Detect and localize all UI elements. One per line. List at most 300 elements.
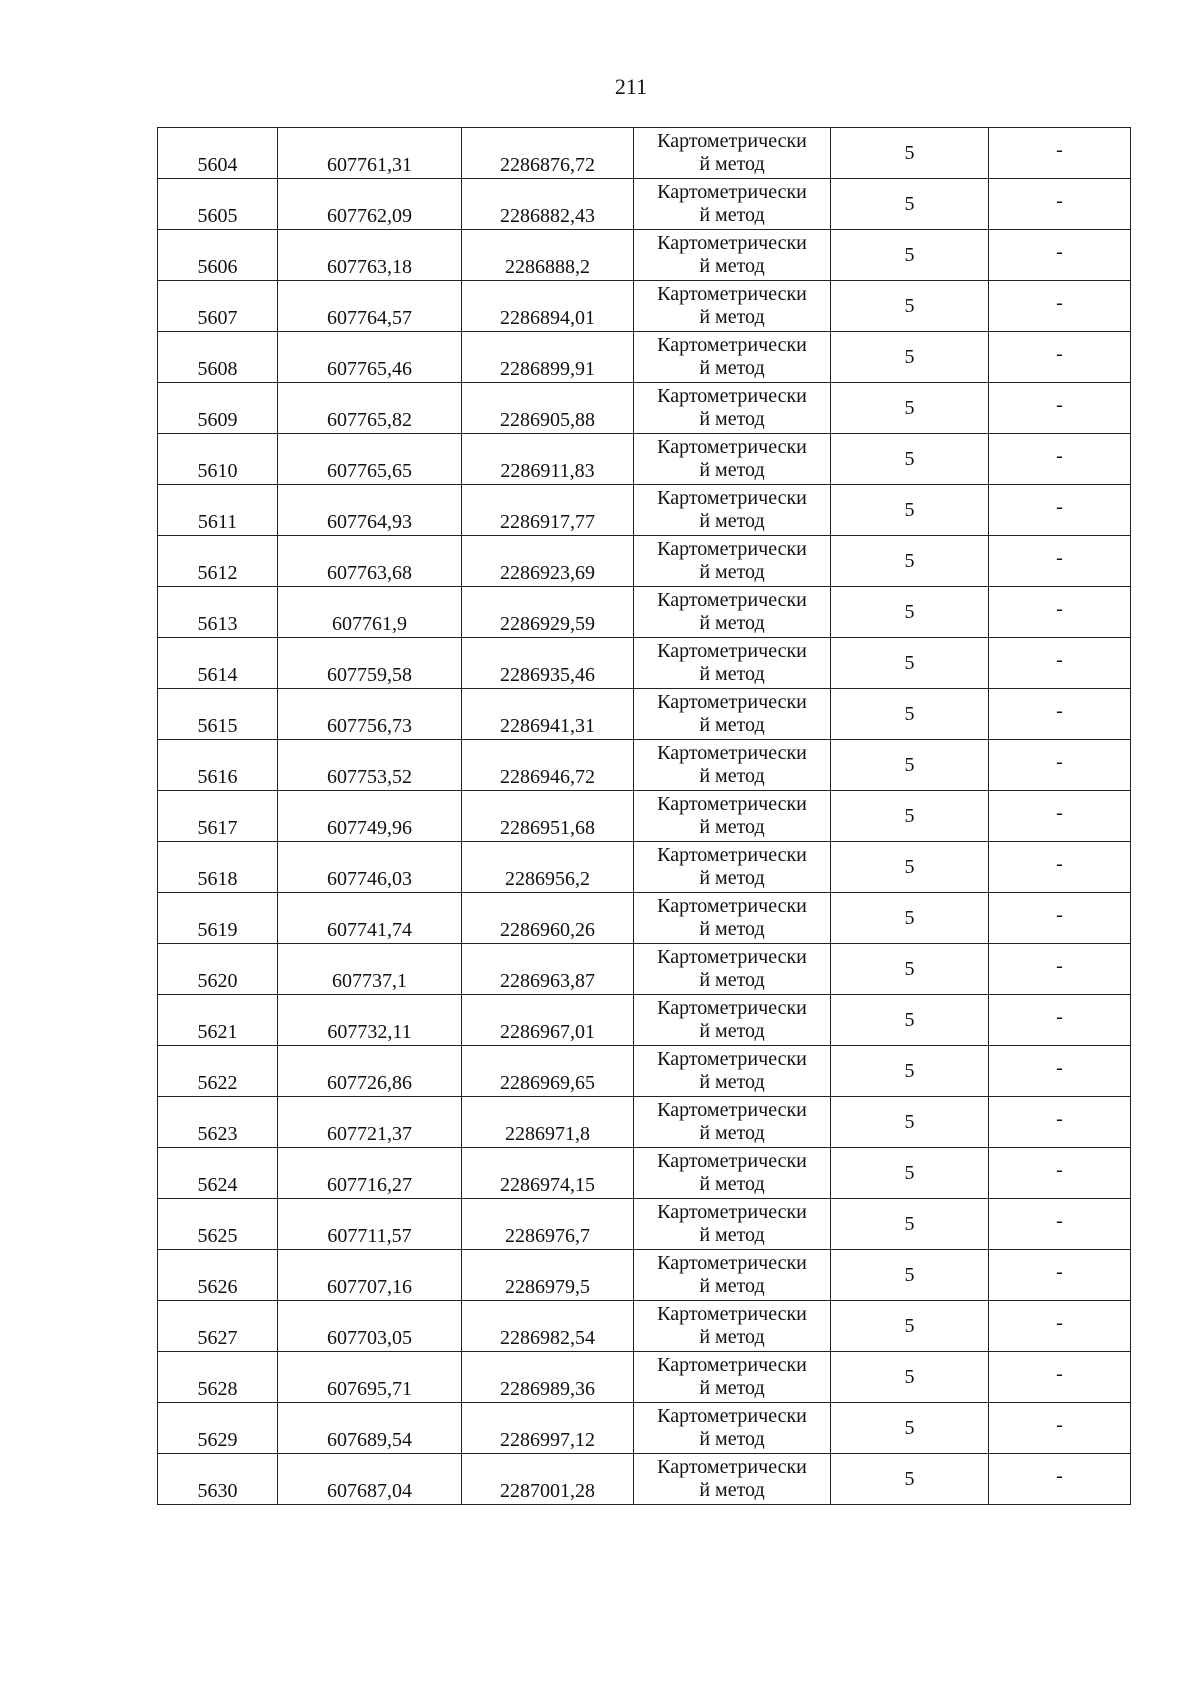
y-coordinate-cell (462, 1097, 634, 1148)
note-cell (989, 1403, 1131, 1454)
x-coordinate-cell-text: 607687,04 (327, 1480, 412, 1502)
y-coordinate-cell-text: 2286974,15 (500, 1174, 595, 1196)
method-cell-text: Картометрически й метод (657, 946, 807, 991)
y-coordinate-cell-text: 2286923,69 (500, 562, 595, 584)
x-coordinate-cell (278, 1301, 462, 1352)
accuracy-cell (831, 434, 989, 485)
point-number-cell-text: 5604 (197, 154, 238, 176)
accuracy-cell-text: 5 (904, 1467, 915, 1490)
table-row (158, 1046, 1131, 1097)
method-cell-text: Картометрически й метод (657, 538, 807, 583)
x-coordinate-cell-text: 607703,05 (327, 1327, 412, 1349)
accuracy-cell-text: 5 (904, 1212, 915, 1235)
method-cell (634, 791, 831, 842)
table-row (158, 995, 1131, 1046)
x-coordinate-cell-text: 607756,73 (327, 715, 412, 737)
x-coordinate-cell (278, 1352, 462, 1403)
point-number-cell (158, 230, 278, 281)
table-row (158, 230, 1131, 281)
point-number-cell-text: 5609 (197, 409, 238, 431)
accuracy-cell-text: 5 (904, 498, 915, 521)
method-cell (634, 944, 831, 995)
accuracy-cell (831, 995, 989, 1046)
accuracy-cell (831, 1403, 989, 1454)
method-cell (634, 383, 831, 434)
method-cell (634, 281, 831, 332)
point-number-cell (158, 1250, 278, 1301)
note-cell (989, 1046, 1131, 1097)
method-cell (634, 893, 831, 944)
y-coordinate-cell (462, 1454, 634, 1505)
x-coordinate-cell-text: 607737,1 (332, 970, 407, 992)
y-coordinate-cell-text: 2286917,77 (500, 511, 595, 533)
y-coordinate-cell-text: 2286989,36 (500, 1378, 595, 1400)
accuracy-cell-text: 5 (904, 906, 915, 929)
table-row (158, 893, 1131, 944)
point-number-cell-text: 5626 (197, 1276, 238, 1298)
accuracy-cell (831, 689, 989, 740)
table-row (158, 740, 1131, 791)
note-cell-text: - (1056, 1158, 1063, 1181)
x-coordinate-cell-text: 607732,11 (327, 1021, 412, 1043)
table-row (158, 1301, 1131, 1352)
table-row (158, 587, 1131, 638)
x-coordinate-cell (278, 1046, 462, 1097)
x-coordinate-cell (278, 842, 462, 893)
accuracy-cell-text: 5 (904, 1008, 915, 1031)
x-coordinate-cell (278, 638, 462, 689)
table-row (158, 434, 1131, 485)
note-cell-text: - (1056, 1362, 1063, 1385)
note-cell-text: - (1056, 1464, 1063, 1487)
table-row (158, 281, 1131, 332)
point-number-cell-text: 5623 (197, 1123, 238, 1145)
x-coordinate-cell-text: 607721,37 (327, 1123, 412, 1145)
method-cell-text: Картометрически й метод (657, 895, 807, 940)
y-coordinate-cell (462, 944, 634, 995)
y-coordinate-cell (462, 842, 634, 893)
x-coordinate-cell (278, 791, 462, 842)
method-cell (634, 485, 831, 536)
point-number-cell (158, 995, 278, 1046)
method-cell (634, 1199, 831, 1250)
y-coordinate-cell-text: 2286979,5 (505, 1276, 590, 1298)
method-cell (634, 230, 831, 281)
method-cell-text: Картометрически й метод (657, 1456, 807, 1501)
method-cell (634, 1046, 831, 1097)
point-number-cell-text: 5616 (197, 766, 238, 788)
x-coordinate-cell (278, 1454, 462, 1505)
x-coordinate-cell-text: 607761,31 (327, 154, 412, 176)
point-number-cell-text: 5608 (197, 358, 238, 380)
method-cell-text: Картометрически й метод (657, 181, 807, 226)
y-coordinate-cell (462, 383, 634, 434)
point-number-cell (158, 638, 278, 689)
x-coordinate-cell-text: 607762,09 (327, 205, 412, 227)
note-cell-text: - (1056, 495, 1063, 518)
y-coordinate-cell-text: 2286935,46 (500, 664, 595, 686)
point-number-cell (158, 1301, 278, 1352)
accuracy-cell-text: 5 (904, 600, 915, 623)
accuracy-cell (831, 485, 989, 536)
note-cell (989, 842, 1131, 893)
x-coordinate-cell-text: 607749,96 (327, 817, 412, 839)
accuracy-cell-text: 5 (904, 1110, 915, 1133)
y-coordinate-cell-text: 2286956,2 (505, 868, 590, 890)
page-number: 211 (614, 74, 648, 99)
y-coordinate-cell (462, 689, 634, 740)
y-coordinate-cell-text: 2287001,28 (500, 1480, 595, 1502)
note-cell (989, 332, 1131, 383)
x-coordinate-cell (278, 332, 462, 383)
y-coordinate-cell-text: 2286969,65 (500, 1072, 595, 1094)
point-number-cell (158, 485, 278, 536)
y-coordinate-cell-text: 2286894,01 (500, 307, 595, 329)
method-cell-text: Картометрически й метод (657, 436, 807, 481)
method-cell-text: Картометрически й метод (657, 283, 807, 328)
table-row (158, 536, 1131, 587)
accuracy-cell (831, 740, 989, 791)
note-cell (989, 1097, 1131, 1148)
x-coordinate-cell (278, 689, 462, 740)
y-coordinate-cell-text: 2286905,88 (500, 409, 595, 431)
note-cell (989, 485, 1131, 536)
y-coordinate-cell-text: 2286882,43 (500, 205, 595, 227)
x-coordinate-cell-text: 607746,03 (327, 868, 412, 890)
method-cell (634, 1352, 831, 1403)
method-cell (634, 1097, 831, 1148)
accuracy-cell (831, 893, 989, 944)
table-row (158, 1148, 1131, 1199)
x-coordinate-cell (278, 944, 462, 995)
note-cell-text: - (1056, 138, 1063, 161)
x-coordinate-cell (278, 536, 462, 587)
point-number-cell (158, 1454, 278, 1505)
y-coordinate-cell-text: 2286888,2 (505, 256, 590, 278)
note-cell (989, 1199, 1131, 1250)
table-row (158, 638, 1131, 689)
point-number-cell (158, 587, 278, 638)
note-cell-text: - (1056, 1413, 1063, 1436)
note-cell-text: - (1056, 1107, 1063, 1130)
note-cell (989, 587, 1131, 638)
note-cell (989, 536, 1131, 587)
method-cell-text: Картометрически й метод (657, 385, 807, 430)
y-coordinate-cell-text: 2286951,68 (500, 817, 595, 839)
point-number-cell-text: 5629 (197, 1429, 238, 1451)
method-cell-text: Картометрически й метод (657, 130, 807, 175)
accuracy-cell (831, 1454, 989, 1505)
accuracy-cell (831, 1301, 989, 1352)
method-cell-text: Картометрически й метод (657, 997, 807, 1042)
accuracy-cell (831, 230, 989, 281)
table-row (158, 383, 1131, 434)
note-cell (989, 128, 1131, 179)
method-cell (634, 536, 831, 587)
point-number-cell-text: 5628 (197, 1378, 238, 1400)
point-number-cell (158, 689, 278, 740)
note-cell-text: - (1056, 393, 1063, 416)
note-cell (989, 638, 1131, 689)
note-cell (989, 1352, 1131, 1403)
accuracy-cell (831, 638, 989, 689)
x-coordinate-cell-text: 607765,46 (327, 358, 412, 380)
table-row (158, 179, 1131, 230)
accuracy-cell (831, 179, 989, 230)
accuracy-cell (831, 128, 989, 179)
coordinates-table (157, 127, 1131, 1505)
accuracy-cell-text: 5 (904, 192, 915, 215)
point-number-cell (158, 842, 278, 893)
note-cell-text: - (1056, 750, 1063, 773)
method-cell (634, 689, 831, 740)
point-number-cell (158, 383, 278, 434)
accuracy-cell-text: 5 (904, 1365, 915, 1388)
y-coordinate-cell-text: 2286899,91 (500, 358, 595, 380)
point-number-cell-text: 5619 (197, 919, 238, 941)
x-coordinate-cell-text: 607726,86 (327, 1072, 412, 1094)
accuracy-cell-text: 5 (904, 1416, 915, 1439)
x-coordinate-cell (278, 128, 462, 179)
table-row (158, 332, 1131, 383)
note-cell (989, 1148, 1131, 1199)
accuracy-cell (831, 383, 989, 434)
point-number-cell (158, 332, 278, 383)
x-coordinate-cell (278, 1199, 462, 1250)
method-cell (634, 128, 831, 179)
table-row (158, 791, 1131, 842)
accuracy-cell-text: 5 (904, 1059, 915, 1082)
x-coordinate-cell (278, 1097, 462, 1148)
accuracy-cell-text: 5 (904, 396, 915, 419)
point-number-cell (158, 281, 278, 332)
point-number-cell (158, 1046, 278, 1097)
point-number-cell (158, 536, 278, 587)
y-coordinate-cell (462, 791, 634, 842)
table-row (158, 944, 1131, 995)
table-row (158, 1097, 1131, 1148)
method-cell-text: Картометрически й метод (657, 793, 807, 838)
note-cell (989, 740, 1131, 791)
note-cell-text: - (1056, 597, 1063, 620)
method-cell (634, 1250, 831, 1301)
y-coordinate-cell (462, 1301, 634, 1352)
point-number-cell-text: 5614 (197, 664, 238, 686)
method-cell-text: Картометрически й метод (657, 1405, 807, 1450)
accuracy-cell-text: 5 (904, 1314, 915, 1337)
note-cell-text: - (1056, 342, 1063, 365)
y-coordinate-cell-text: 2286960,26 (500, 919, 595, 941)
note-cell-text: - (1056, 954, 1063, 977)
table-row (158, 1454, 1131, 1505)
note-cell-text: - (1056, 1056, 1063, 1079)
point-number-cell (158, 1199, 278, 1250)
point-number-cell-text: 5615 (197, 715, 238, 737)
accuracy-cell-text: 5 (904, 855, 915, 878)
y-coordinate-cell-text: 2286982,54 (500, 1327, 595, 1349)
method-cell-text: Картометрически й метод (657, 640, 807, 685)
x-coordinate-cell (278, 740, 462, 791)
coordinates-table-body (158, 128, 1131, 1505)
accuracy-cell-text: 5 (904, 1161, 915, 1184)
method-cell-text: Картометрически й метод (657, 1252, 807, 1297)
x-coordinate-cell-text: 607695,71 (327, 1378, 412, 1400)
point-number-cell-text: 5618 (197, 868, 238, 890)
x-coordinate-cell (278, 1250, 462, 1301)
point-number-cell (158, 893, 278, 944)
accuracy-cell (831, 1046, 989, 1097)
x-coordinate-cell (278, 383, 462, 434)
note-cell-text: - (1056, 852, 1063, 875)
note-cell (989, 791, 1131, 842)
method-cell-text: Картометрически й метод (657, 589, 807, 634)
x-coordinate-cell-text: 607759,58 (327, 664, 412, 686)
note-cell (989, 1454, 1131, 1505)
note-cell-text: - (1056, 903, 1063, 926)
y-coordinate-cell (462, 128, 634, 179)
x-coordinate-cell-text: 607711,57 (327, 1225, 412, 1247)
x-coordinate-cell-text: 607716,27 (327, 1174, 412, 1196)
table-row (158, 689, 1131, 740)
y-coordinate-cell (462, 1148, 634, 1199)
table-row (158, 1250, 1131, 1301)
y-coordinate-cell (462, 179, 634, 230)
y-coordinate-cell (462, 1046, 634, 1097)
table-row (158, 485, 1131, 536)
y-coordinate-cell-text: 2286929,59 (500, 613, 595, 635)
note-cell-text: - (1056, 801, 1063, 824)
method-cell (634, 332, 831, 383)
table-row (158, 128, 1131, 179)
accuracy-cell (831, 332, 989, 383)
method-cell-text: Картометрически й метод (657, 742, 807, 787)
method-cell-text: Картометрически й метод (657, 1201, 807, 1246)
y-coordinate-cell (462, 638, 634, 689)
y-coordinate-cell-text: 2286976,7 (505, 1225, 590, 1247)
method-cell (634, 1454, 831, 1505)
x-coordinate-cell-text: 607764,93 (327, 511, 412, 533)
note-cell (989, 281, 1131, 332)
point-number-cell-text: 5624 (197, 1174, 238, 1196)
x-coordinate-cell-text: 607763,68 (327, 562, 412, 584)
note-cell-text: - (1056, 240, 1063, 263)
y-coordinate-cell (462, 485, 634, 536)
note-cell-text: - (1056, 1209, 1063, 1232)
point-number-cell-text: 5607 (197, 307, 238, 329)
x-coordinate-cell-text: 607689,54 (327, 1429, 412, 1451)
point-number-cell-text: 5610 (197, 460, 238, 482)
method-cell-text: Картометрически й метод (657, 334, 807, 379)
y-coordinate-cell-text: 2286946,72 (500, 766, 595, 788)
point-number-cell (158, 1352, 278, 1403)
method-cell (634, 995, 831, 1046)
x-coordinate-cell (278, 485, 462, 536)
point-number-cell (158, 1097, 278, 1148)
accuracy-cell-text: 5 (904, 141, 915, 164)
note-cell-text: - (1056, 1005, 1063, 1028)
y-coordinate-cell-text: 2286997,12 (500, 1429, 595, 1451)
y-coordinate-cell (462, 587, 634, 638)
x-coordinate-cell (278, 995, 462, 1046)
note-cell (989, 179, 1131, 230)
y-coordinate-cell (462, 995, 634, 1046)
point-number-cell-text: 5617 (197, 817, 238, 839)
note-cell-text: - (1056, 291, 1063, 314)
point-number-cell (158, 179, 278, 230)
note-cell (989, 944, 1131, 995)
method-cell-text: Картометрически й метод (657, 691, 807, 736)
method-cell (634, 179, 831, 230)
accuracy-cell (831, 1250, 989, 1301)
point-number-cell (158, 944, 278, 995)
x-coordinate-cell (278, 587, 462, 638)
point-number-cell-text: 5606 (197, 256, 238, 278)
y-coordinate-cell (462, 281, 634, 332)
y-coordinate-cell-text: 2286911,83 (500, 460, 595, 482)
x-coordinate-cell-text: 607761,9 (332, 613, 407, 635)
table-row (158, 1403, 1131, 1454)
y-coordinate-cell (462, 332, 634, 383)
accuracy-cell (831, 842, 989, 893)
note-cell (989, 230, 1131, 281)
accuracy-cell-text: 5 (904, 549, 915, 572)
x-coordinate-cell (278, 281, 462, 332)
accuracy-cell (831, 281, 989, 332)
method-cell (634, 587, 831, 638)
accuracy-cell-text: 5 (904, 753, 915, 776)
point-number-cell-text: 5627 (197, 1327, 238, 1349)
note-cell-text: - (1056, 189, 1063, 212)
y-coordinate-cell-text: 2286971,8 (505, 1123, 590, 1145)
accuracy-cell (831, 1352, 989, 1403)
method-cell-text: Картометрически й метод (657, 487, 807, 532)
x-coordinate-cell (278, 1148, 462, 1199)
point-number-cell (158, 434, 278, 485)
point-number-cell-text: 5605 (197, 205, 238, 227)
method-cell-text: Картометрически й метод (657, 844, 807, 889)
y-coordinate-cell (462, 434, 634, 485)
note-cell-text: - (1056, 648, 1063, 671)
point-number-cell (158, 791, 278, 842)
y-coordinate-cell-text: 2286941,31 (500, 715, 595, 737)
y-coordinate-cell (462, 1250, 634, 1301)
x-coordinate-cell (278, 1403, 462, 1454)
accuracy-cell (831, 944, 989, 995)
method-cell-text: Картометрически й метод (657, 1099, 807, 1144)
y-coordinate-cell (462, 1352, 634, 1403)
note-cell (989, 689, 1131, 740)
method-cell (634, 740, 831, 791)
method-cell-text: Картометрически й метод (657, 1303, 807, 1348)
point-number-cell-text: 5630 (197, 1480, 238, 1502)
note-cell-text: - (1056, 1260, 1063, 1283)
x-coordinate-cell-text: 607707,16 (327, 1276, 412, 1298)
x-coordinate-cell-text: 607765,65 (327, 460, 412, 482)
x-coordinate-cell-text: 607763,18 (327, 256, 412, 278)
note-cell-text: - (1056, 546, 1063, 569)
y-coordinate-cell (462, 1199, 634, 1250)
table-row (158, 1199, 1131, 1250)
accuracy-cell-text: 5 (904, 957, 915, 980)
accuracy-cell-text: 5 (904, 345, 915, 368)
method-cell-text: Картометрически й метод (657, 1354, 807, 1399)
point-number-cell (158, 1148, 278, 1199)
x-coordinate-cell-text: 607765,82 (327, 409, 412, 431)
x-coordinate-cell-text: 607741,74 (327, 919, 412, 941)
y-coordinate-cell-text: 2286876,72 (500, 154, 595, 176)
accuracy-cell-text: 5 (904, 702, 915, 725)
point-number-cell (158, 740, 278, 791)
